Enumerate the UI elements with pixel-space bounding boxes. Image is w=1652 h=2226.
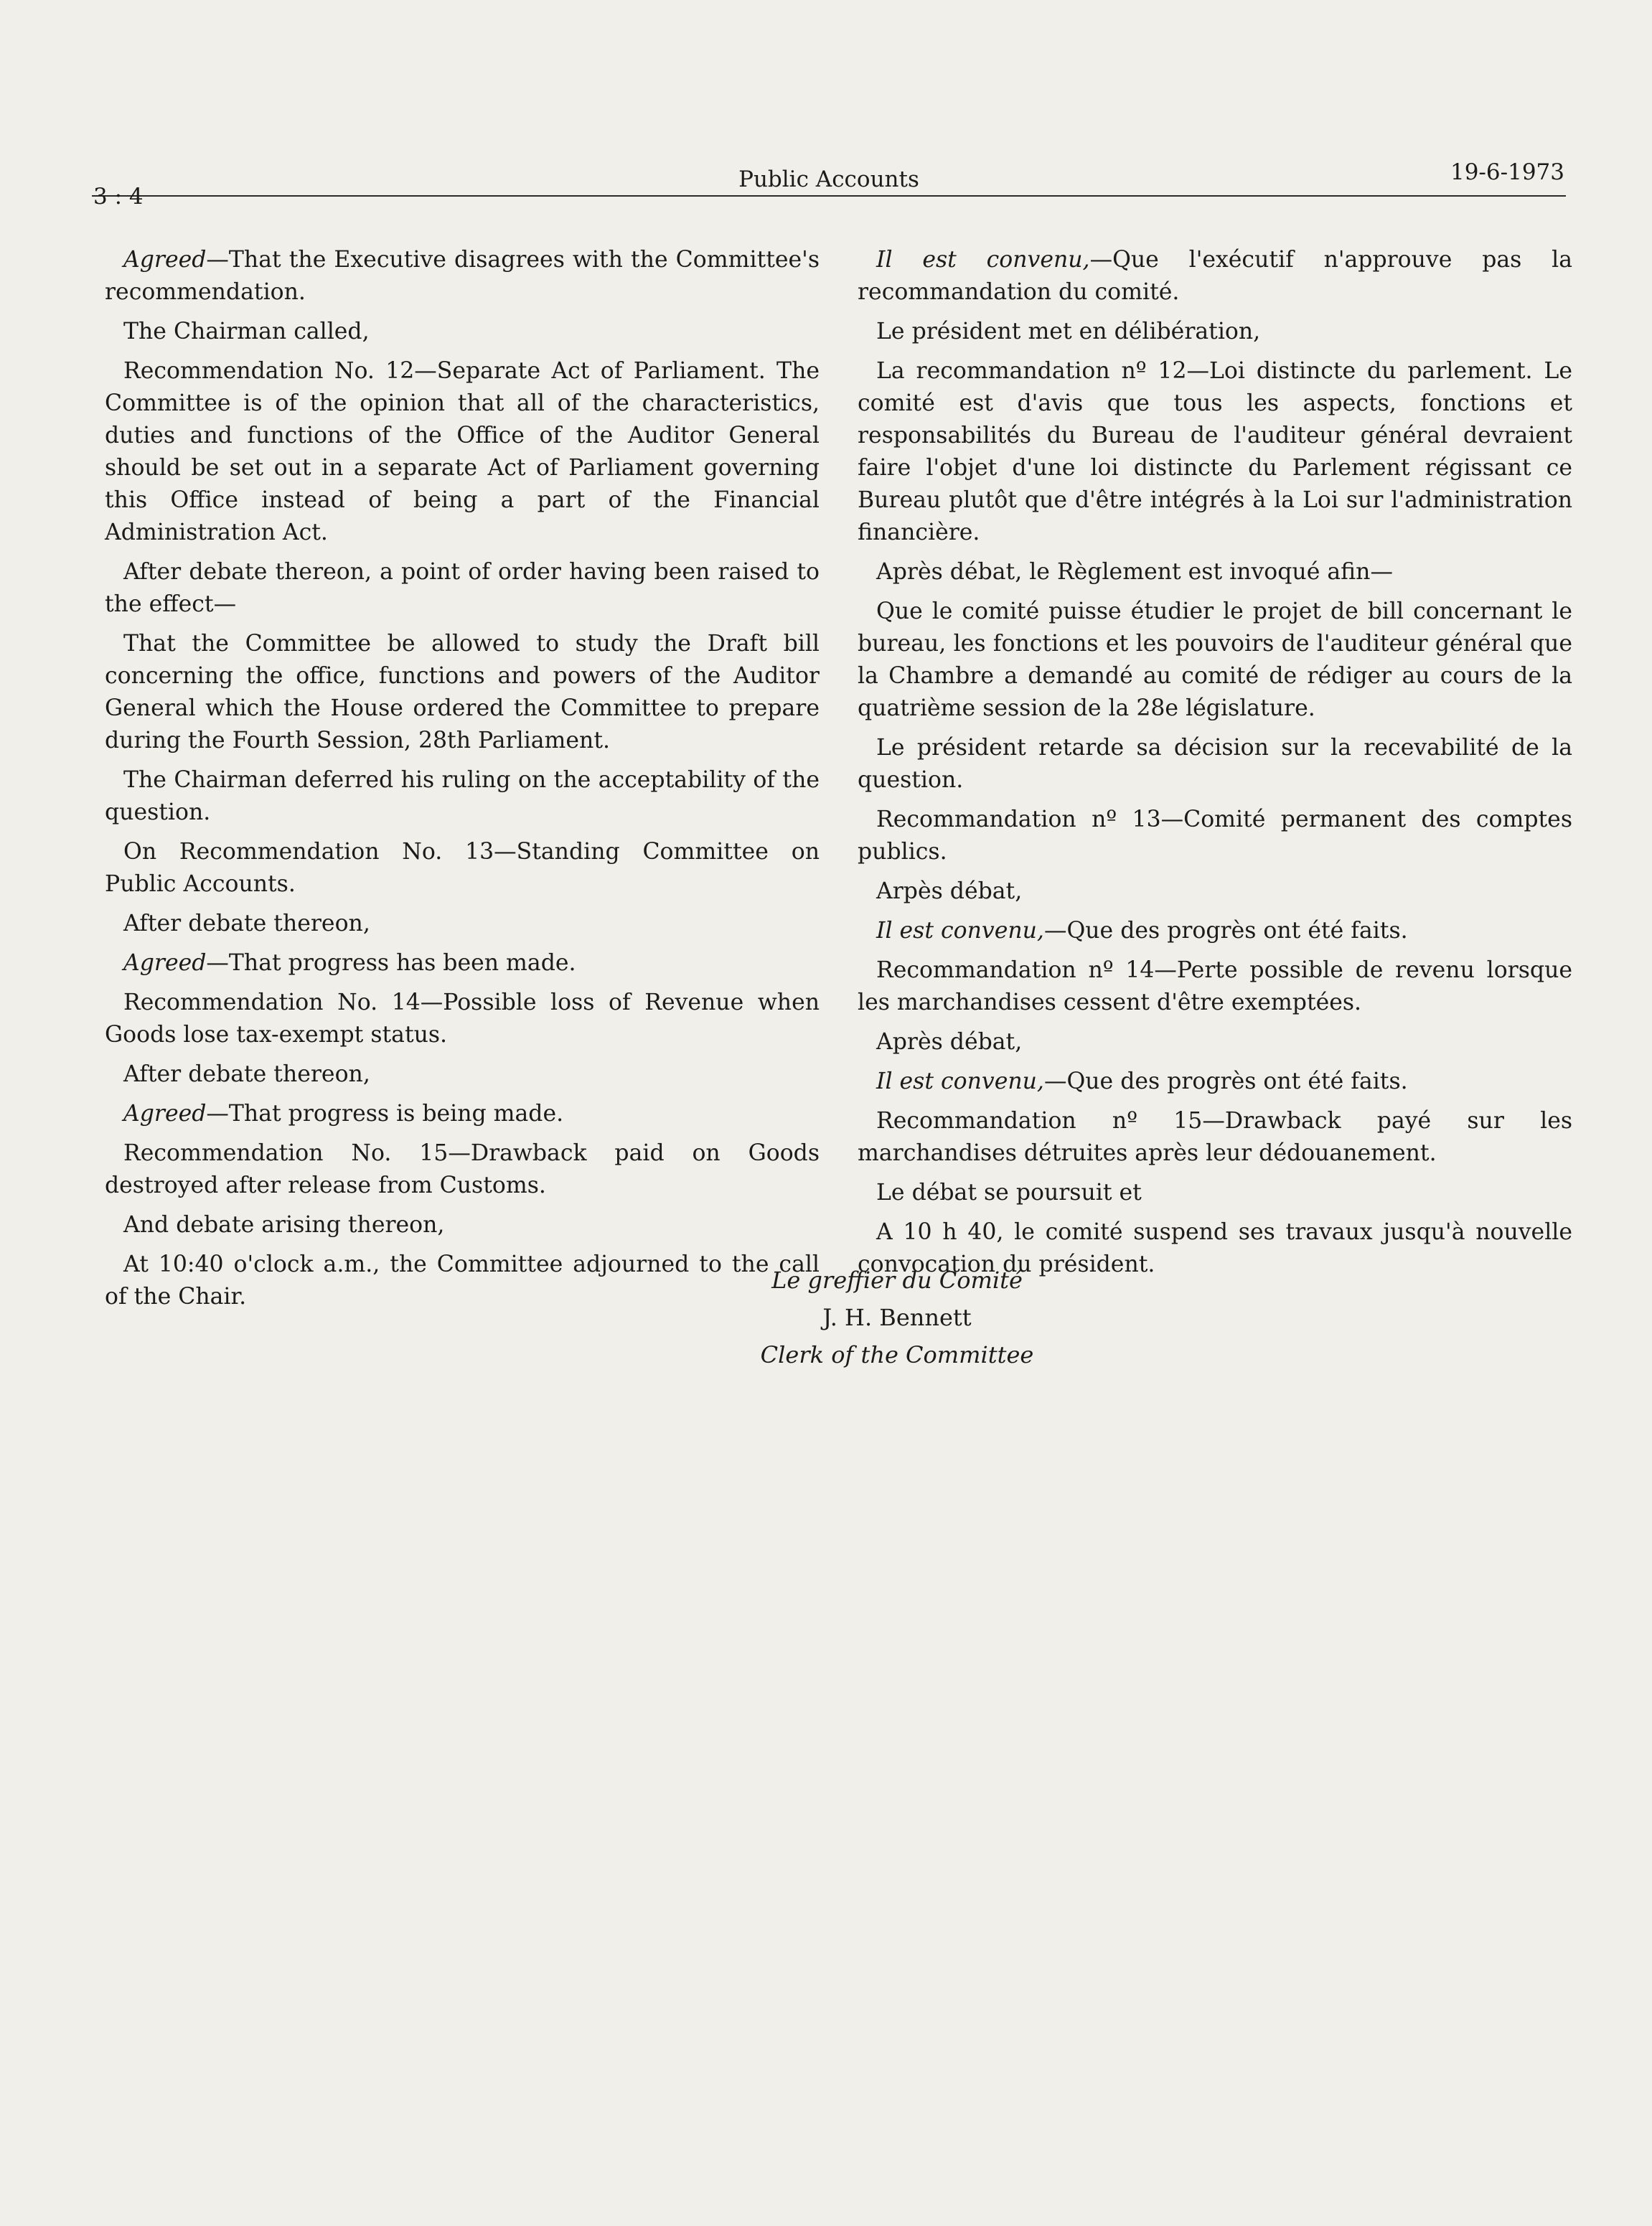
paragraph: Le président met en délibération, (876, 319, 1261, 344)
paragraph: Après débat, le Règlement est invoqué afin— (876, 559, 1393, 585)
paragraph: Arpès débat, (876, 878, 1023, 904)
paragraph: Recommandation nº 13—Comité permanent des comptes publics. (858, 807, 1572, 865)
french-column (858, 244, 1572, 1288)
paragraph: After debate thereon, a point of order having been raised to the effect— (105, 559, 820, 617)
paragraph: Après débat, (876, 1029, 1023, 1055)
paragraph: At 10:40 o'clock a.m., the Committee adjourned to the call of the Chair. (105, 1251, 820, 1310)
paragraph: Recommendation No. 14—Possible loss of Revenue when Goods lose tax-exempt status. (105, 990, 820, 1048)
paragraph: La recommandation nº 12—Loi distincte du parlement. Le comité est d'avis que tous les aspects, fonctions et responsabilités du Bureau de l'auditeur général devraient faire l'objet d'une loi distincte du Parlement régissant ce Bureau plutôt que d'être intégrés à la Loi sur l'administration financière. (858, 358, 1572, 545)
paragraph: The Chairman deferred his ruling on the acceptability of the question. (105, 767, 820, 825)
clerk-name: J. H. Bennett (822, 1304, 972, 1331)
paragraph: Agreed—That progress has been made. (123, 950, 576, 976)
paragraph: Que le comité puisse étudier le projet de bill concernant le bureau, les fonctions et les pouvoirs de l'auditeur général que la Chambre a demandé au comité de rédiger au cours de la quatrième session de la 28e législature. (858, 598, 1572, 721)
paragraph: Recommandation nº 15—Drawback payé sur les marchandises détruites après leur dédouanement. (858, 1108, 1572, 1166)
paragraph: Recommendation No. 12—Separate Act of Parliament. The Committee is of the opinion that all of the characteristics, duties and functions of the Office of the Auditor General should be set out in a separate Act of Parliament governing this Office instead of being a part of the Financial Administration Act. (105, 358, 820, 545)
paragraph: Agreed—That the Executive disagrees with the Committee's recommendation. (105, 247, 820, 305)
paragraph: On Recommendation No. 13—Standing Committee on Public Accounts. (105, 839, 820, 897)
paragraph: After debate thereon, (123, 911, 370, 936)
clerk-title-fr: Le greffier du Comité (771, 1267, 1023, 1294)
paragraph: Il est convenu,—Que des progrès ont été faits. (876, 918, 1408, 944)
header-title: Public Accounts (738, 166, 919, 192)
clerk-title-en: Clerk of the Committee (760, 1341, 1034, 1368)
paragraph: Recommendation No. 15—Drawback paid on Goods destroyed after release from Customs. (105, 1140, 820, 1198)
running-header (92, 159, 1566, 210)
signature-block (646, 1262, 1148, 1373)
page-number: 3 : 4 (93, 184, 144, 210)
header-date: 19-6-1973 (1450, 159, 1564, 185)
paragraph: Le président retarde sa décision sur la recevabilité de la question. (858, 735, 1572, 793)
paragraph: And debate arising thereon, (123, 1212, 445, 1238)
english-column (105, 244, 820, 1320)
paragraph: The Chairman called, (123, 319, 370, 344)
paragraph: A 10 h 40, le comité suspend ses travaux jusqu'à nouvelle convocation du président. (858, 1219, 1572, 1277)
paragraph: Il est convenu,—Que des progrès ont été faits. (876, 1069, 1408, 1094)
paragraph: That the Committee be allowed to study the Draft bill concerning the office, functions and powers of the Auditor General which the House ordered the Committee to prepare during the Fourth Session, 28th Parliament. (105, 631, 820, 753)
paragraph: Le débat se poursuit et (876, 1180, 1142, 1206)
paragraph: Il est convenu,—Que l'exécutif n'approuve pas la recommandation du comité. (858, 247, 1572, 305)
paragraph: Agreed—That progress is being made. (123, 1101, 564, 1127)
paragraph: After debate thereon, (123, 1061, 370, 1087)
paragraph: Recommandation nº 14—Perte possible de revenu lorsque les marchandises cessent d'être exemptées. (858, 957, 1572, 1015)
